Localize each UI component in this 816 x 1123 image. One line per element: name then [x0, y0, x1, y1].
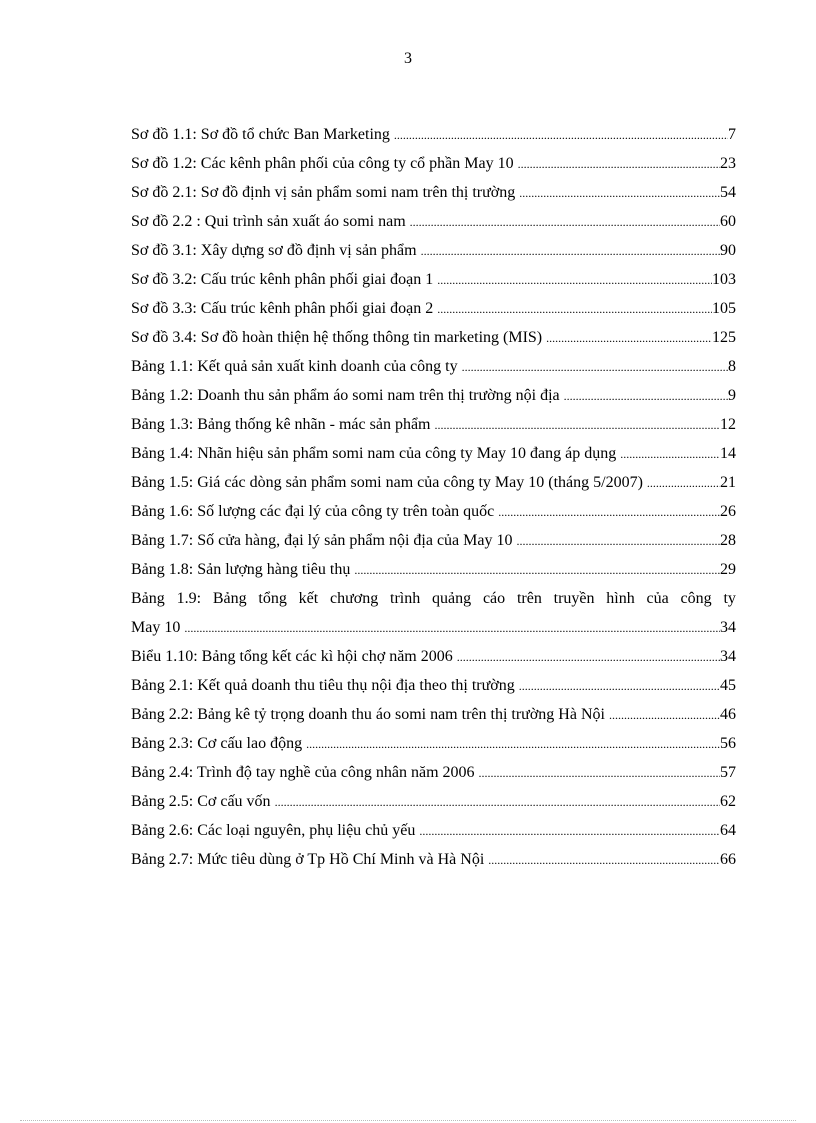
toc-entry-page: 46	[720, 706, 736, 723]
toc-entry-label: Bảng 2.3: Cơ cấu lao động	[131, 735, 303, 752]
toc-entry[interactable]	[131, 410, 736, 439]
toc-entry-page: 125	[712, 329, 736, 346]
toc-entry[interactable]	[131, 236, 736, 265]
toc-entry-page: 54	[720, 184, 736, 201]
toc-entry[interactable]	[131, 642, 736, 671]
toc-entry-page: 23	[720, 155, 736, 172]
toc-entry-word: truyền	[553, 590, 595, 607]
toc-entry-page: 7	[728, 126, 736, 143]
page-number: 3	[404, 50, 412, 67]
page-bottom-border	[20, 1120, 796, 1121]
toc-leader-dots	[519, 672, 720, 701]
toc-entry-label: Sơ đồ 2.2 : Qui trình sản xuất áo somi nam	[131, 213, 406, 230]
toc-leader-dots	[519, 179, 720, 208]
toc-leader-dots	[437, 266, 712, 295]
toc-leader-dots	[306, 730, 720, 759]
toc-entry[interactable]	[131, 555, 736, 584]
toc-entry[interactable]	[131, 178, 736, 207]
toc-entry-page: 34	[720, 648, 736, 665]
toc-entry-page: 66	[720, 851, 736, 868]
toc-entry-word: hình	[606, 590, 635, 607]
toc-leader-dots	[419, 817, 720, 846]
toc-leader-dots	[609, 701, 720, 730]
toc-entry[interactable]	[131, 381, 736, 410]
toc-entry[interactable]	[131, 671, 736, 700]
toc-entry-page: 105	[712, 300, 736, 317]
toc-entry-page: 8	[728, 358, 736, 375]
toc-entry-page: 29	[720, 561, 736, 578]
toc-entry-page: 90	[720, 242, 736, 259]
toc-entry[interactable]	[131, 294, 736, 323]
toc-entry-page: 57	[720, 764, 736, 781]
toc-entry-page: 56	[720, 735, 736, 752]
toc-entry-word: trên	[516, 590, 542, 607]
toc-entry-label: Bảng 1.8: Sản lượng hàng tiêu thụ	[131, 561, 351, 578]
toc-leader-dots	[394, 121, 728, 150]
toc-entry-word: trình	[390, 590, 421, 607]
toc-leader-dots	[620, 440, 720, 469]
toc-entry[interactable]	[131, 120, 736, 149]
toc-entry-page: 34	[720, 619, 736, 636]
toc-entry-label: Bảng 1.7: Số cửa hàng, đại lý sản phẩm nội địa của May 10	[131, 532, 513, 549]
toc-entry-label: Sơ đồ 1.2: Các kênh phân phối của công ty cổ phần May 10	[131, 155, 514, 172]
toc-entry-label: Bảng 2.2: Bảng kê tỷ trọng doanh thu áo somi nam trên thị trường Hà Nội	[131, 706, 605, 723]
toc-leader-dots	[437, 295, 712, 324]
toc-entry-label: Sơ đồ 3.4: Sơ đồ hoàn thiện hệ thống thông tin marketing (MIS)	[131, 329, 543, 346]
toc-entry-label: Bảng 2.7: Mức tiêu dùng ở Tp Hồ Chí Minh và Hà Nội	[131, 851, 485, 868]
toc-entry-page: 60	[720, 213, 736, 230]
toc-entry[interactable]	[131, 816, 736, 845]
toc-entry-page: 26	[720, 503, 736, 520]
toc-entry[interactable]	[131, 323, 736, 352]
toc-entry-label: Bảng 1.2: Doanh thu sản phẩm áo somi nam trên thị trường nội địa	[131, 387, 560, 404]
toc-entry-label: May 10	[131, 619, 181, 636]
toc-entry[interactable]	[131, 787, 736, 816]
toc-entry-word: quảng	[432, 590, 472, 607]
toc-entry[interactable]	[131, 207, 736, 236]
toc-entry-page: 62	[720, 793, 736, 810]
toc-entry[interactable]	[131, 497, 736, 526]
toc-entry[interactable]	[131, 149, 736, 178]
toc-entry-label: Bảng 1.3: Bảng thống kê nhãn - mác sản phẩm	[131, 416, 431, 433]
toc-entry-word: Bảng	[212, 590, 247, 607]
toc-entry[interactable]	[131, 700, 736, 729]
toc-entry[interactable]	[131, 729, 736, 758]
toc-wrapped-entry	[131, 584, 736, 642]
toc-leader-dots	[410, 208, 720, 237]
toc-entry[interactable]	[131, 265, 736, 294]
toc-entry-page: 12	[720, 416, 736, 433]
toc-entry[interactable]	[131, 439, 736, 468]
toc-entry-line1	[131, 584, 736, 613]
toc-entry-page: 64	[720, 822, 736, 839]
toc-group-remaining	[131, 642, 736, 874]
toc-entry-label: Bảng 1.6: Số lượng các đại lý của công ty trên toàn quốc	[131, 503, 495, 520]
toc-entry-label: Bảng 2.4: Trình độ tay nghề của công nhân năm 2006	[131, 764, 475, 781]
toc-leader-dots	[546, 324, 712, 353]
toc-entry-word: Bảng	[131, 590, 165, 607]
toc-entry[interactable]	[131, 845, 736, 874]
toc-entry[interactable]	[131, 468, 736, 497]
toc-entry[interactable]	[131, 352, 736, 381]
toc-leader-dots	[457, 643, 720, 672]
toc-entry-label: Sơ đồ 3.3: Cấu trúc kênh phân phối giai đoạn 2	[131, 300, 434, 317]
toc-leader-dots	[421, 237, 720, 266]
toc-leader-dots	[275, 788, 720, 817]
toc-entry[interactable]	[131, 526, 736, 555]
toc-entry-page: 14	[720, 445, 736, 462]
toc-entry[interactable]	[131, 758, 736, 787]
toc-leader-dots	[518, 150, 720, 179]
toc-leader-dots	[488, 846, 720, 875]
toc-entry-page: 9	[728, 387, 736, 404]
toc-entry-word: của	[646, 590, 669, 607]
toc-leader-dots	[647, 469, 720, 498]
toc-entry-label: Bảng 2.5: Cơ cấu vốn	[131, 793, 271, 810]
toc-entry-label: Sơ đồ 3.2: Cấu trúc kênh phân phối giai đoạn 1	[131, 271, 434, 288]
toc-entry-label: Sơ đồ 1.1: Sơ đồ tổ chức Ban Marketing	[131, 126, 390, 143]
toc-entry-page: 45	[720, 677, 736, 694]
toc-entry-page: 28	[720, 532, 736, 549]
toc-leader-dots	[184, 614, 720, 643]
toc-leader-dots	[498, 498, 720, 527]
toc-entry-word: kết	[298, 590, 319, 607]
toc-entry-label: Bảng 1.1: Kết quả sản xuất kinh doanh của công ty	[131, 358, 458, 375]
toc-entry-word: 1.9:	[176, 590, 202, 607]
toc-entry-label: Sơ đồ 2.1: Sơ đồ định vị sản phẩm somi nam trên thị trường	[131, 184, 516, 201]
toc-entry-label: Biểu 1.10: Bảng tổng kết các kì hội chợ năm 2006	[131, 648, 453, 665]
toc-entry-word: công	[680, 590, 712, 607]
toc-entry-label: Bảng 1.4: Nhãn hiệu sản phẩm somi nam của công ty May 10 đang áp dụng	[131, 445, 617, 462]
toc-leader-dots	[354, 556, 720, 585]
toc-leader-dots	[564, 382, 728, 411]
toc-entry-label: Sơ đồ 3.1: Xây dựng sơ đồ định vị sản phẩm	[131, 242, 417, 259]
toc-entry-label: Bảng 1.5: Giá các dòng sản phẩm somi nam của công ty May 10 (tháng 5/2007)	[131, 474, 643, 491]
toc-leader-dots	[462, 353, 728, 382]
toc-leader-dots	[516, 527, 720, 556]
table-of-figures	[131, 120, 736, 874]
toc-entry-page: 21	[720, 474, 736, 491]
toc-leader-dots	[435, 411, 721, 440]
toc-group-diagrams-tables	[131, 120, 736, 584]
toc-entry-line2	[131, 613, 736, 642]
toc-entry-word: cáo	[482, 590, 506, 607]
toc-entry-word: ty	[723, 590, 736, 607]
toc-entry-word: tổng	[258, 590, 287, 607]
toc-entry-label: Bảng 2.1: Kết quả doanh thu tiêu thụ nội địa theo thị trường	[131, 677, 515, 694]
toc-entry-word: chương	[330, 590, 379, 607]
toc-leader-dots	[479, 759, 720, 788]
toc-entry-label: Bảng 2.6: Các loại nguyên, phụ liệu chủ yếu	[131, 822, 416, 839]
toc-entry-page: 103	[712, 271, 736, 288]
